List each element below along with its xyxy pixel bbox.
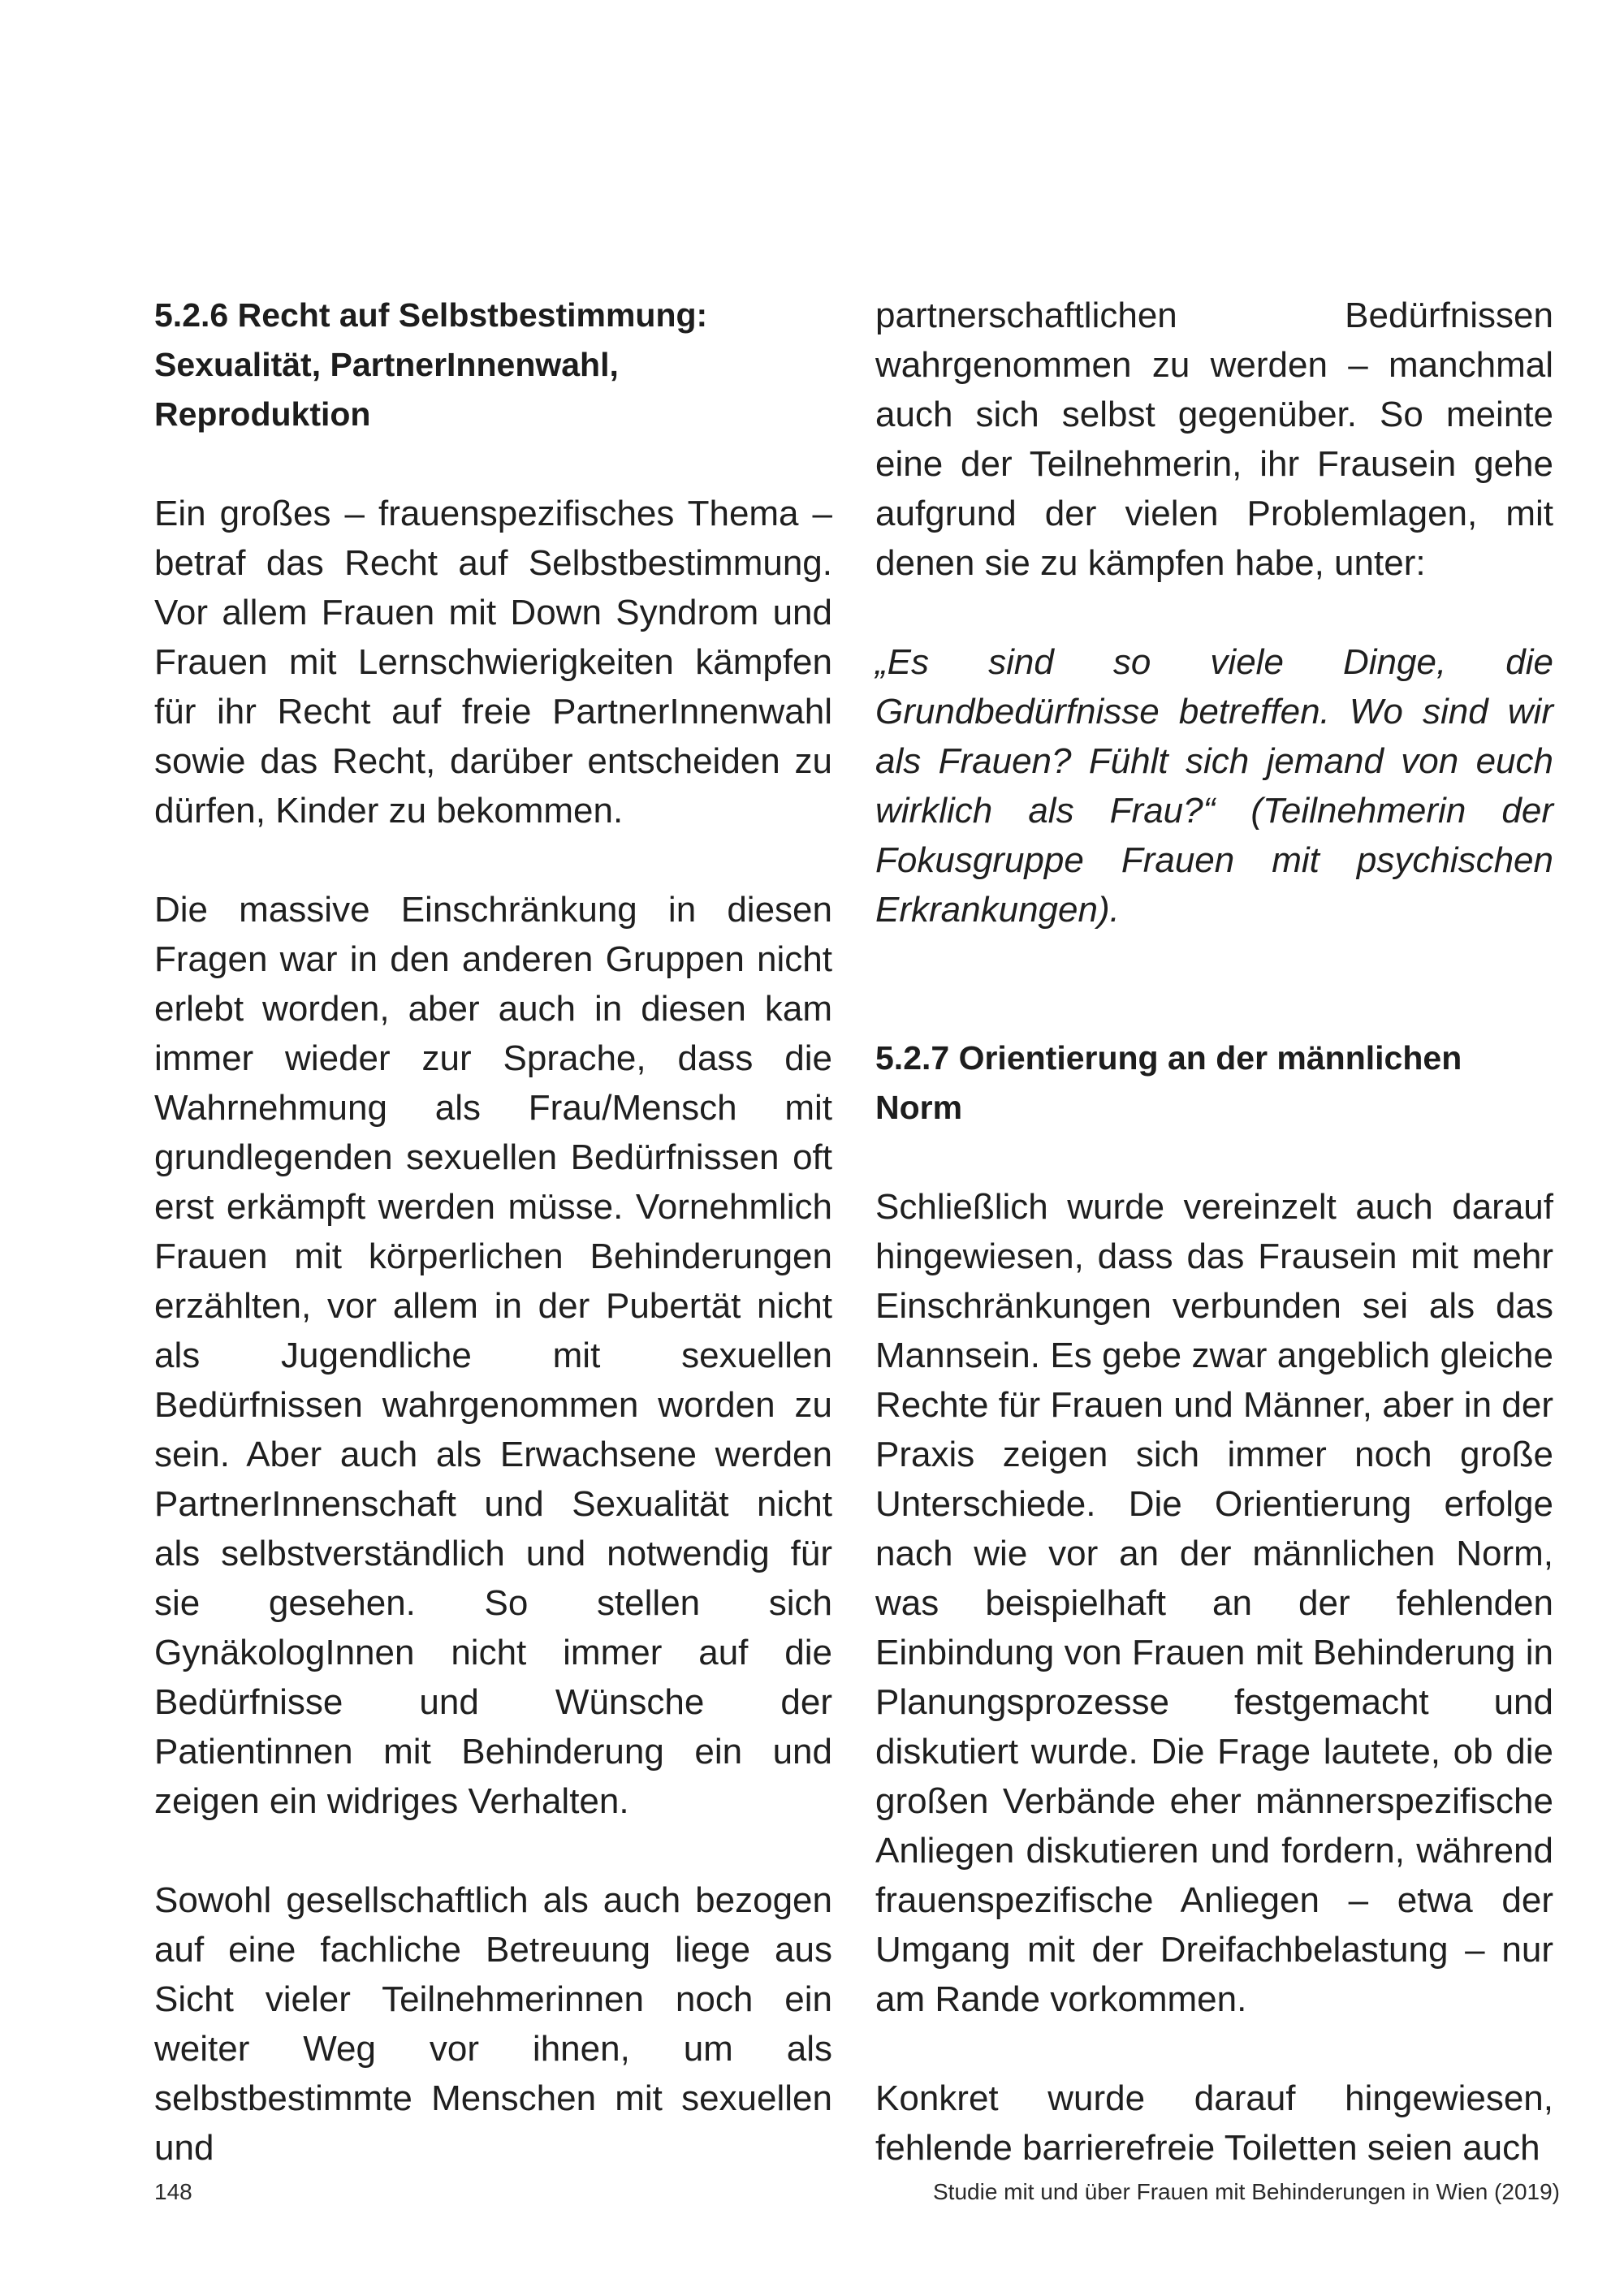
- paragraph: Konkret wurde darauf hingewiesen, fehlende barrierefreie Toiletten seien auch: [875, 2078, 1553, 2168]
- paragraph: partnerschaftlichen Bedürfnissen wahrgenommen zu werden – manchmal auch sich selbst gegenüber. So meinte eine der Teilnehmerin, ihr Frausein gehe aufgrund der vielen Problemlagen, mit denen sie zu kämpfen habe, unter:: [875, 296, 1553, 583]
- heading-line: Reproduktion: [154, 395, 371, 433]
- paragraph: Schließlich wurde vereinzelt auch darauf hingewiesen, dass das Frausein mit mehr Einschränkungen verbunden sei als das Mannsein. Es gebe zwar angeblich gleiche Rechte für Frauen und Männer, aber in der Praxis zeigen sich immer noch große Unterschiede. Die Orientierung erfolge nach wie vor an der männlichen Norm, was beispielhaft an der fehlenden Einbindung von Frauen mit Behinderung in Planungsprozesse festgemacht und diskutiert wurde. Die Frage lautete, ob die großen Verbände eher männerspezifische Anliegen diskutieren und fordern, während frauenspezifische Anliegen – etwa der Umgang mit der Dreifachbelastung – nur am Rande vorkommen.: [875, 1187, 1553, 2019]
- running-footer-title: Studie mit und über Frauen mit Behinderungen in Wien (2019): [933, 2179, 1560, 2204]
- paragraph: Ein großes – frauenspezifisches Thema – betraf das Recht auf Selbstbestimmung. Vor allem Frauen mit Down Syndrom und Frauen mit Lernschwierigkeiten kämpfen für ihr Recht auf freie PartnerInnenwahl sowie das Recht, darüber entscheiden zu dürfen, Kinder zu bekommen.: [154, 494, 832, 831]
- section-heading-5-2-6: [154, 291, 832, 439]
- paragraph: Sowohl gesellschaftlich als auch bezogen auf eine fachliche Betreuung liege aus Sicht vieler Teilnehmerinnen noch ein weiter Weg vor ihnen, um als selbstbestimmte Menschen mit sexuellen und: [154, 1880, 832, 2168]
- section-heading-5-2-7: [875, 1034, 1553, 1133]
- heading-line: Norm: [875, 1089, 963, 1126]
- block-quote: „Es sind so viele Dinge, die Grundbedürfnisse betreffen. Wo sind wir als Frauen? Fühlt sich jemand von euch wirklich als Frau?“ (Teilnehmerin der Fokusgruppe Frauen mit psychischen Erkrankungen).: [875, 642, 1553, 930]
- paragraph: Die massive Einschränkung in diesen Fragen war in den anderen Gruppen nicht erlebt worden, aber auch in diesen kam immer wieder zur Sprache, dass die Wahrnehmung als Frau/Mensch mit grundlegenden sexuellen Bedürfnissen oft erst erkämpft werden müsse. Vornehmlich Frauen mit körperlichen Behinderungen erzählten, vor allem in der Pubertät nicht als Jugendliche mit sexuellen Bedürfnissen wahrgenommen worden zu sein. Aber auch als Erwachsene werden PartnerInnenschaft und Sexualität nicht als selbstverständlich und notwendig für sie gesehen. So stellen sich GynäkologInnen nicht immer auf die Bedürfnisse und Wünsche der Patientinnen mit Behinderung ein und zeigen ein widriges Verhalten.: [154, 890, 832, 1821]
- heading-line: Sexualität, PartnerInnenwahl,: [154, 346, 619, 383]
- page-number: 148: [154, 2179, 192, 2204]
- right-column: [875, 291, 1553, 2222]
- heading-line: 5.2.7 Orientierung an der männlichen: [875, 1039, 1462, 1077]
- heading-line: 5.2.6 Recht auf Selbstbestimmung:: [154, 296, 708, 334]
- left-column: [154, 291, 832, 2222]
